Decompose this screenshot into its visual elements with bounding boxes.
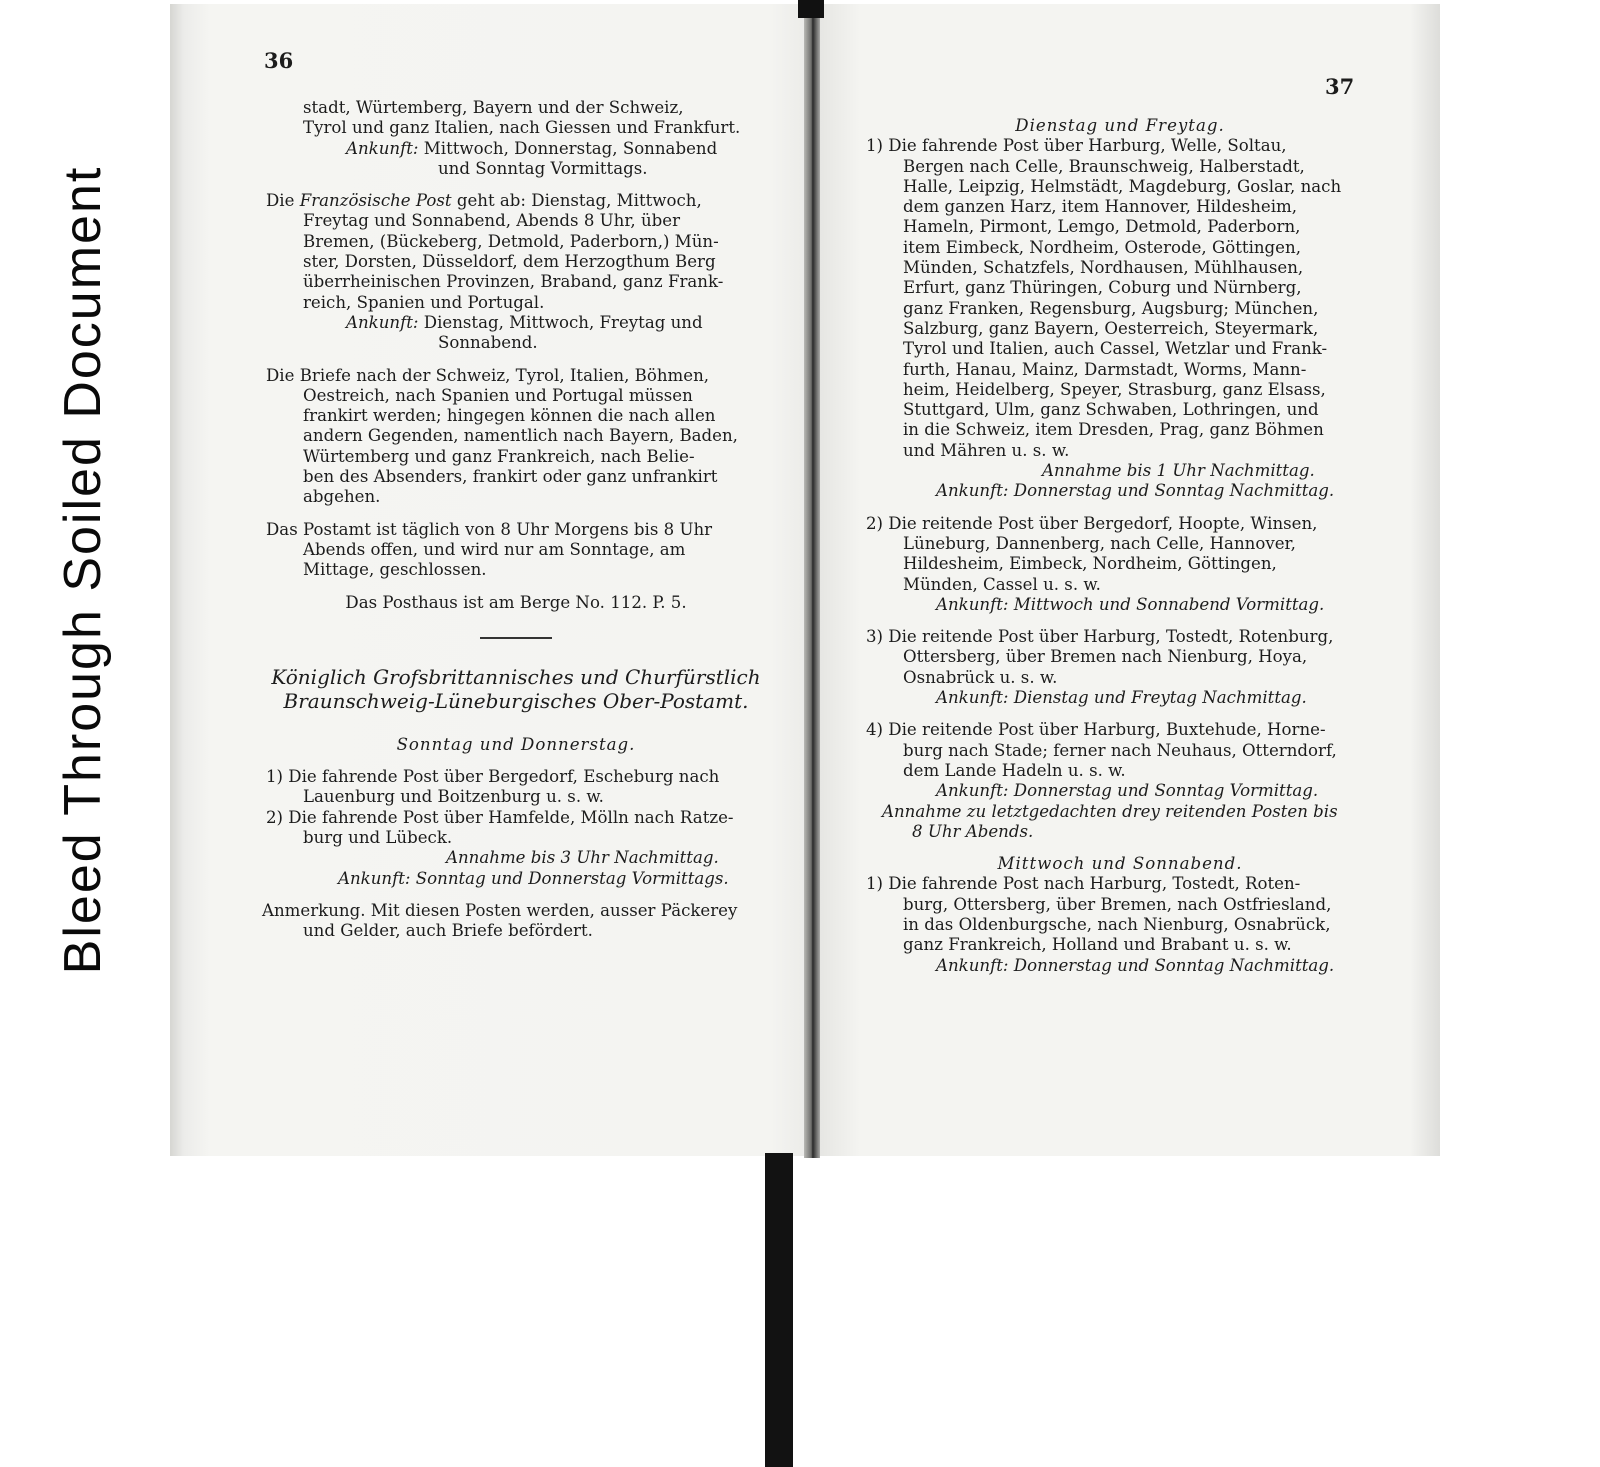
ankunft-line-cont: Sonnabend. — [438, 333, 538, 353]
divider-rule — [480, 637, 552, 639]
annahme-line: Annahme zu letztgedachten drey reitenden Posten bis — [882, 801, 1338, 821]
text-line: in das Oldenburgsche, nach Nienburg, Osnabrück, — [903, 914, 1331, 934]
text-line: Stuttgard, Ulm, ganz Schwaben, Lothringen, und — [903, 400, 1319, 420]
text-line: Hildesheim, Eimbeck, Nordheim, Göttingen, — [903, 554, 1277, 574]
ankunft-label: Ankunft: — [346, 138, 419, 158]
right-page — [820, 4, 1440, 1156]
text-line: Die Briefe nach der Schweiz, Tyrol, Italien, Böhmen, — [266, 365, 710, 385]
side-label — [28, 50, 138, 1090]
ankunft-line: Ankunft: Dienstag und Freytag Nachmittag. — [936, 688, 1307, 708]
text-line: und Gelder, auch Briefe befördert. — [303, 921, 593, 941]
annahme-line: Annahme bis 1 Uhr Nachmittag. — [1042, 461, 1315, 481]
franz-italic: Französische Post — [299, 191, 452, 211]
ankunft-line: Ankunft: Donnerstag und Sonntag Nachmittag. — [936, 481, 1335, 501]
text-line: heim, Heidelberg, Speyer, Strasburg, ganz Elsass, — [903, 379, 1326, 399]
side-label-text: Bleed Through Soiled Document — [54, 165, 112, 975]
text-line: Freytag und Sonnabend, Abends 8 Uhr, über — [303, 211, 681, 231]
text-line: andern Gegenden, namentlich nach Bayern, Baden, — [303, 426, 738, 446]
text-line: Osnabrück u. s. w. — [903, 667, 1058, 687]
section-heading: Dienstag und Freytag. — [1015, 116, 1225, 135]
text-line: in die Schweiz, item Dresden, Prag, ganz Böhmen — [903, 420, 1324, 440]
text-line: burg und Lübeck. — [303, 828, 453, 848]
section-heading: Sonntag und Donnerstag. — [396, 734, 636, 754]
ribbon-top — [798, 0, 824, 18]
text-line: überrheinischen Provinzen, Braband, ganz Frank- — [303, 272, 724, 292]
text-line: ben des Absenders, frankirt oder ganz unfrankirt — [303, 467, 718, 487]
ankunft-text: Mittwoch, Donnerstag, Sonnabend — [423, 138, 718, 158]
text-line: dem Lande Hadeln u. s. w. — [903, 760, 1126, 780]
text-line: Münden, Schatzfels, Nordhausen, Mühlhausen, — [903, 258, 1304, 278]
text-line: Halle, Leipzig, Helmstädt, Magdeburg, Goslar, nach — [903, 176, 1342, 196]
ankunft-line: Ankunft: Mittwoch und Sonnabend Vormittag. — [936, 594, 1325, 614]
text-line: 1) Die fahrende Post nach Harburg, Tostedt, Roten- — [866, 874, 1301, 894]
text-line: Mittage, geschlossen. — [303, 560, 487, 580]
ribbon-bookmark — [765, 1153, 793, 1467]
text-line: Das Postamt ist täglich von 8 Uhr Morgens bis 8 Uhr — [266, 519, 713, 539]
text-line: Anmerkung. Mit diesen Posten werden, ausser Päckerey — [262, 900, 738, 920]
ankunft-line: Ankunft: Donnerstag und Sonntag Vormittag. — [936, 781, 1319, 801]
annahme-line: 8 Uhr Abends. — [912, 821, 1034, 841]
text-line: frankirt werden; hingegen können die nach allen — [303, 406, 716, 426]
text-line: item Eimbeck, Nordheim, Osterode, Göttingen, — [903, 237, 1301, 257]
text-line: abgehen. — [303, 487, 381, 507]
left-page-number: 36 — [264, 48, 294, 73]
text-line: burg, Ottersberg, über Bremen, nach Ostfriesland, — [903, 894, 1332, 914]
text-line: stadt, Würtemberg, Bayern und der Schweiz, — [303, 98, 684, 117]
text-line: Würtemberg und ganz Frankreich, nach Belie- — [303, 446, 695, 466]
text-line: Lüneburg, Dannenberg, nach Celle, Hannover, — [903, 533, 1296, 553]
text-line: 1) Die fahrende Post über Harburg, Welle, Soltau, — [866, 136, 1287, 156]
right-page-number: 37 — [1325, 74, 1355, 99]
book-spine — [804, 0, 820, 1158]
text-line: Oestreich, nach Spanien und Portugal müssen — [303, 385, 693, 405]
franz-post-line — [266, 191, 766, 211]
franz-die: Die — [266, 191, 295, 211]
ankunft-line: Ankunft: Donnerstag und Sonntag Nachmittag. — [936, 955, 1335, 975]
open-book — [170, 4, 1440, 1156]
text-line: 1) Die fahrende Post über Bergedorf, Escheburg nach — [266, 767, 720, 787]
text-line: Bergen nach Celle, Braunschweig, Halberstadt, — [903, 156, 1305, 176]
text-line: Abends offen, und wird nur am Sonntage, am — [303, 539, 686, 559]
text-line: reich, Spanien und Portugal. — [303, 292, 545, 312]
annahme-line: Annahme bis 3 Uhr Nachmittag. — [446, 848, 719, 868]
ankunft-text: Dienstag, Mittwoch, Freytag und — [423, 312, 703, 332]
text-line: 2) Die fahrende Post über Hamfelde, Mölln nach Ratze- — [266, 807, 734, 827]
ankunft-line — [266, 139, 766, 159]
franz-line: geht ab: Dienstag, Mittwoch, — [456, 191, 702, 211]
text-line: Salzburg, ganz Bayern, Oesterreich, Steyermark, — [903, 318, 1319, 338]
text-line: und Mähren u. s. w. — [903, 440, 1070, 460]
text-line: furth, Hanau, Mainz, Darmstadt, Worms, Mann- — [903, 359, 1307, 379]
ankunft-label: Ankunft: — [346, 312, 419, 332]
text-line: Tyrol und ganz Italien, nach Giessen und Frankfurt. — [303, 118, 741, 138]
text-line: 2) Die reitende Post über Bergedorf, Hoopte, Winsen, — [866, 513, 1318, 533]
text-line: Hameln, Pirmont, Lemgo, Detmold, Paderborn, — [903, 217, 1301, 237]
posthaus-line: Das Posthaus ist am Berge No. 112. P. 5. — [345, 592, 687, 612]
text-line: 3) Die reitende Post über Harburg, Tostedt, Rotenburg, — [866, 627, 1334, 647]
section-heading: Mittwoch und Sonnabend. — [997, 854, 1243, 874]
text-line: Bremen, (Bückeberg, Detmold, Paderborn,) Mün- — [303, 231, 719, 251]
text-line: ster, Dorsten, Düsseldorf, dem Herzogthum Berg — [303, 252, 716, 272]
ankunft-line — [266, 313, 766, 333]
text-line: Ottersberg, über Bremen nach Nienburg, Hoya, — [903, 647, 1308, 667]
text-line: Erfurt, ganz Thüringen, Coburg und Nürnberg, — [903, 278, 1302, 298]
text-line: Lauenburg und Boitzenburg u. s. w. — [303, 787, 604, 807]
office-title-2: Braunschweig-Lüneburgisches Ober-Postamt. — [283, 688, 749, 713]
text-line: Münden, Cassel u. s. w. — [903, 574, 1101, 594]
office-title-1: Königlich Grofsbrittannisches und Churfürstlich — [271, 664, 761, 689]
text-line: ganz Frankreich, Holland und Brabant u. s. w. — [903, 935, 1292, 955]
left-page — [170, 4, 818, 1156]
text-line: dem ganzen Harz, item Hannover, Hildesheim, — [903, 197, 1298, 217]
left-column — [262, 98, 766, 942]
text-line: burg nach Stade; ferner nach Neuhaus, Otterndorf, — [903, 740, 1337, 760]
text-line: 4) Die reitende Post über Harburg, Buxtehude, Horne- — [866, 720, 1326, 740]
right-column — [866, 116, 1374, 976]
text-line: ganz Franken, Regensburg, Augsburg; München, — [903, 298, 1319, 318]
text-line: Tyrol und Italien, auch Cassel, Wetzlar und Frank- — [903, 339, 1328, 359]
ankunft-line-cont: und Sonntag Vormittags. — [438, 158, 648, 178]
ankunft-line: Ankunft: Sonntag und Donnerstag Vormittags. — [338, 868, 729, 888]
